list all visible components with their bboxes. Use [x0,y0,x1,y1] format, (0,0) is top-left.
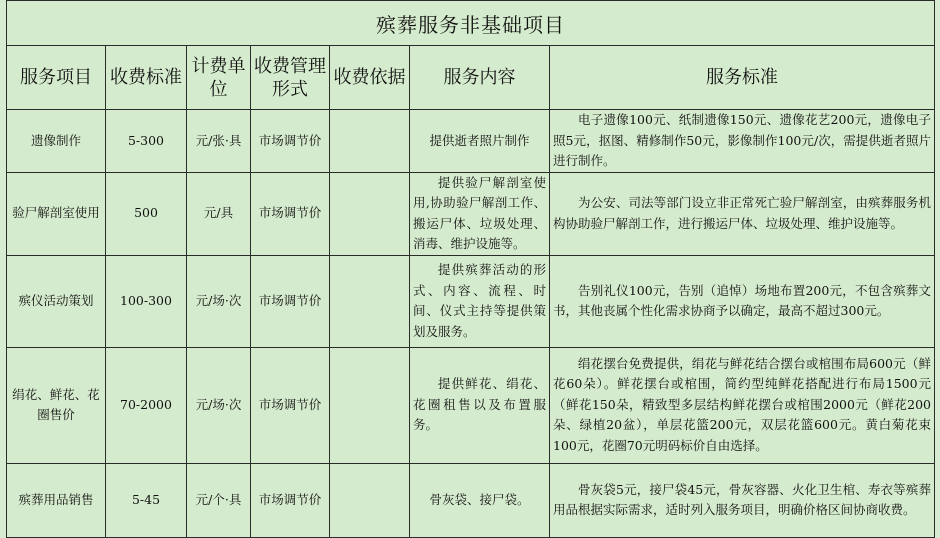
cell-standard: 绢花摆台免费提供，绢花与鲜花结合摆台或棺围布局600元（鲜花60朵）。鲜花摆台或棺围，简约型纯鲜花搭配进行布局1500元（鲜花150朵，精致型多层结构鲜花摆台或棺围2000元（鲜花200朵、绿植20盆），单层花篮200元，双层花篮600元。黄白菊花束100元，花圈70元明码标价自由选择。 [550,347,935,463]
cell-unit: 元/个·具 [187,463,251,537]
cell-standard: 为公安、司法等部门设立非正常死亡验尸解剖室，由殡葬服务机构协助验尸解剖工作，进行搬运尸体、垃圾处理、维护设施等。 [550,172,935,255]
header-billing-unit: 计费单位 [187,46,251,110]
cell-fee: 500 [106,172,187,255]
table-row [7,255,935,347]
header-fee-basis: 收费依据 [330,46,410,110]
cell-basis [330,172,410,255]
cell-standard: 告别礼仪100元，告别（追悼）场地布置200元，不包含殡葬文书，其他丧属个性化需求协商予以确定，最高不超过300元。 [550,255,935,347]
cell-management: 市场调节价 [251,255,330,347]
table-title: 殡葬服务非基础项目 [7,1,935,46]
cell-management: 市场调节价 [251,110,330,173]
cell-service-item: 遗像制作 [7,110,106,173]
cell-basis [330,347,410,463]
header-service-item: 服务项目 [7,46,106,110]
cell-unit: 元/具 [187,172,251,255]
fee-table [6,0,935,538]
cell-fee: 5-45 [106,463,187,537]
table-row [7,110,935,173]
table-row [7,347,935,463]
cell-management: 市场调节价 [251,347,330,463]
cell-content: 提供验尸解剖室使用,协助验尸解剖工作、搬运尸体、垃圾处理、消毒、维护设施等。 [410,172,550,255]
cell-content: 提供鲜花、绢花、花圈租售以及布置服务。 [410,347,550,463]
cell-fee: 70-2000 [106,347,187,463]
cell-management: 市场调节价 [251,172,330,255]
header-service-standard: 服务标准 [550,46,935,110]
cell-management: 市场调节价 [251,463,330,537]
cell-content: 提供殡葬活动的形式、内容、流程、时间、仪式主持等提供策划及服务。 [410,255,550,347]
header-service-content: 服务内容 [410,46,550,110]
cell-basis [330,463,410,537]
cell-service-item: 验尸解剖室使用 [7,172,106,255]
header-row [7,46,935,110]
cell-service-item: 殡葬用品销售 [7,463,106,537]
cell-unit: 元/场·次 [187,255,251,347]
cell-content: 骨灰袋、接尸袋。 [410,463,550,537]
cell-unit: 元/张·具 [187,110,251,173]
cell-fee: 100-300 [106,255,187,347]
cell-fee: 5-300 [106,110,187,173]
header-fee-standard: 收费标准 [106,46,187,110]
cell-standard: 骨灰袋5元，接尸袋45元，骨灰容器、火化卫生棺、寿衣等殡葬用品根据实际需求，适时列入服务项目，明确价格区间协商收费。 [550,463,935,537]
header-management-form: 收费管理形式 [251,46,330,110]
table-row [7,172,935,255]
cell-basis [330,110,410,173]
cell-basis [330,255,410,347]
cell-service-item: 绢花、鲜花、花圈售价 [7,347,106,463]
table-row [7,463,935,537]
cell-unit: 元/场·次 [187,347,251,463]
cell-content: 提供逝者照片制作 [410,110,550,173]
cell-service-item: 殡仪活动策划 [7,255,106,347]
cell-standard: 电子遗像100元、纸制遗像150元、遗像花艺200元，遗像电子照5元，抠图、精修制作50元，影像制作100元/次，需提供逝者照片进行制作。 [550,110,935,173]
